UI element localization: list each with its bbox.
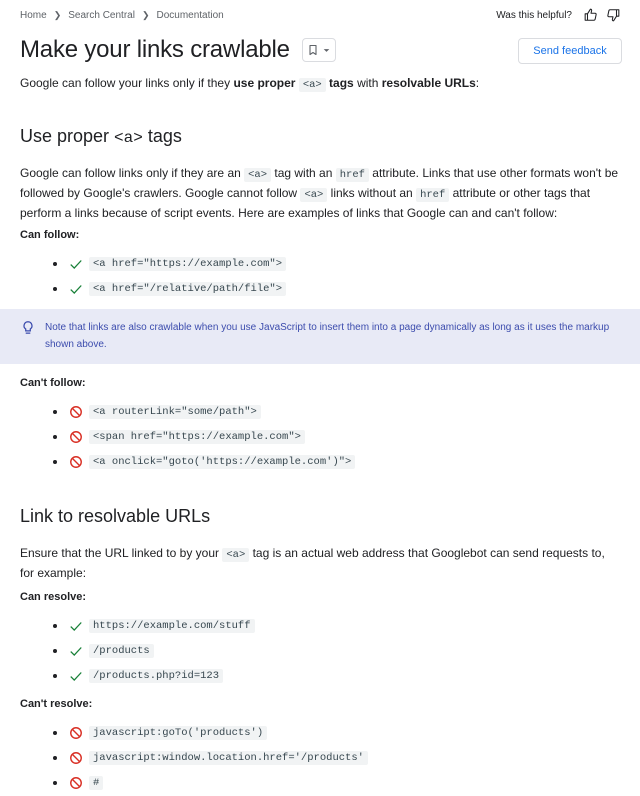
check-icon <box>69 644 83 658</box>
helpful-question: Was this helpful? <box>496 9 572 21</box>
can-resolve-label: Can resolve: <box>20 591 87 603</box>
cant-resolve-list <box>20 720 620 795</box>
can-follow-list <box>20 251 620 301</box>
title-row <box>20 36 336 64</box>
list-item: https://example.com/stuff <box>20 613 620 638</box>
top-bar <box>0 0 640 32</box>
can-follow-label: Can follow: <box>20 229 80 241</box>
note-callout <box>0 309 640 364</box>
list-item: <a routerLink="some/path"> <box>20 399 620 424</box>
block-icon <box>69 751 83 765</box>
send-feedback-button[interactable]: Send feedback <box>518 38 622 64</box>
list-item: # <box>20 770 620 795</box>
list-item: /products <box>20 638 620 663</box>
breadcrumb-home[interactable]: Home <box>20 10 47 21</box>
section-heading-proper-tags: Use proper <a> tags <box>20 126 182 147</box>
check-icon <box>69 669 83 683</box>
block-icon <box>69 430 83 444</box>
caret-down-icon <box>323 47 330 54</box>
note-text: Note that links are also crawlable when you use JavaScript to insert them into a page dynamically as long as it uses the markup shown above. <box>45 322 610 350</box>
helpful-widget <box>496 8 620 22</box>
check-icon <box>69 619 83 633</box>
list-item: javascript:window.location.href='/products' <box>20 745 620 770</box>
breadcrumb-search-central[interactable]: Search Central <box>68 10 135 21</box>
lightbulb-icon <box>21 320 35 336</box>
list-item: <a onclick="goto('https://example.com')"> <box>20 449 620 474</box>
cant-follow-label: Can't follow: <box>20 377 86 389</box>
block-icon <box>69 455 83 469</box>
list-item: <span href="https://example.com"> <box>20 424 620 449</box>
list-item: javascript:goTo('products') <box>20 720 620 745</box>
intro-paragraph: Google can follow your links only if they use proper <a> tags with resolvable URLs: <box>20 76 480 91</box>
breadcrumb <box>20 10 224 21</box>
block-icon <box>69 726 83 740</box>
bookmark-button[interactable] <box>302 38 336 62</box>
check-icon <box>69 257 83 271</box>
can-resolve-list <box>20 613 620 688</box>
thumbs-up-icon[interactable] <box>584 8 598 22</box>
section1-paragraph: Google can follow links only if they are an <a> tag with an href attribute. Links that use other formats won't be followed by Google's crawlers. Google cannot follow <a> links without an href attribute or other tags that perform a links because of script events. Here are examples of links that Google can and can't follow: <box>20 166 619 220</box>
section-heading-resolvable-urls: Link to resolvable URLs <box>20 506 211 526</box>
check-icon <box>69 282 83 296</box>
section2-paragraph: Ensure that the URL linked to by your <a> tag is an actual web address that Googlebot can send requests to, for example: <box>20 546 605 580</box>
thumbs-down-icon[interactable] <box>606 8 620 22</box>
block-icon <box>69 776 83 790</box>
cant-follow-list <box>20 399 620 474</box>
page-title: Make your links crawlable <box>20 36 290 63</box>
bookmark-icon <box>307 44 319 56</box>
cant-resolve-label: Can't resolve: <box>20 698 93 710</box>
list-item: <a href="https://example.com"> <box>20 251 620 276</box>
chevron-right-icon: ❯ <box>53 10 62 20</box>
list-item: /products.php?id=123 <box>20 663 620 688</box>
chevron-right-icon: ❯ <box>141 10 150 20</box>
list-item: <a href="/relative/path/file"> <box>20 276 620 301</box>
breadcrumb-documentation[interactable]: Documentation <box>156 10 224 21</box>
block-icon <box>69 405 83 419</box>
